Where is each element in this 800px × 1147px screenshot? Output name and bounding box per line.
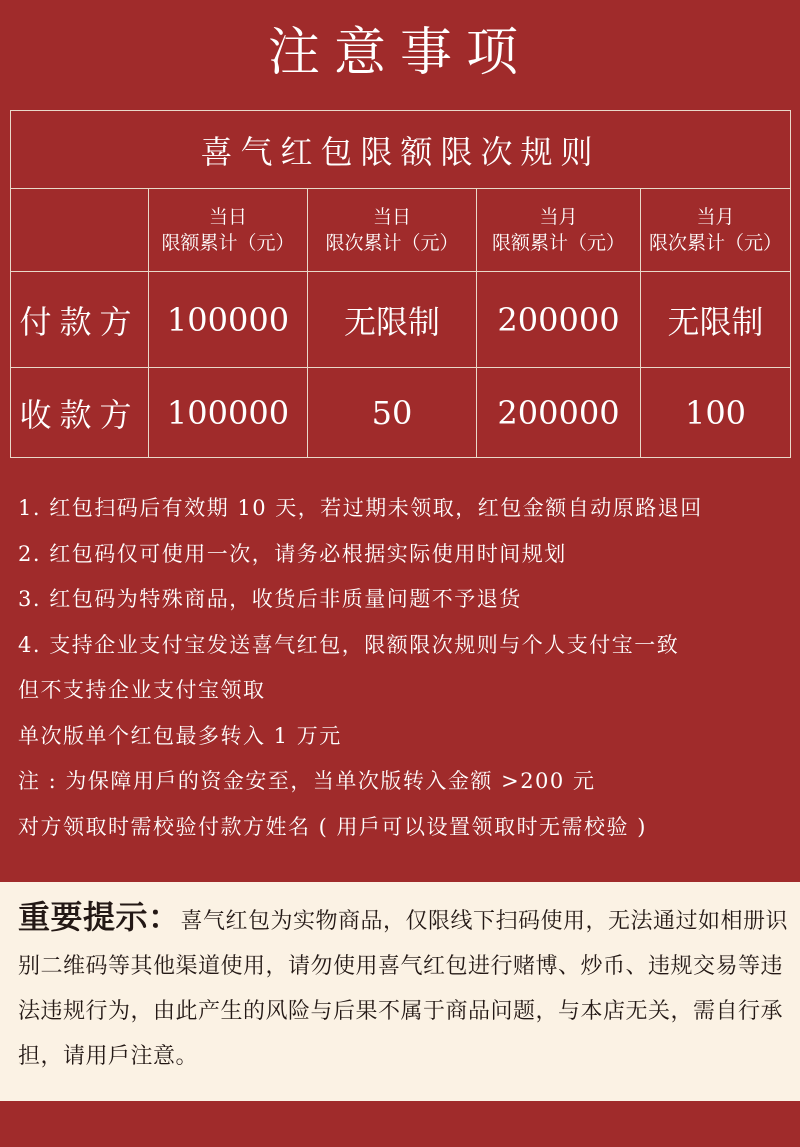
table-cell: 50 [308,368,477,458]
note-item: 对方领取时需校验付款方姓名 ( 用戶可以设置领取时无需校验 ) [18,814,647,839]
header-daily-amount: 当日 限额累计（元） [149,189,308,272]
note-item: 但不支持企业支付宝领取 [18,678,266,702]
rules-table [10,110,791,458]
table-cell: 无限制 [641,272,791,368]
header-corner-cell [11,189,149,272]
row-label: 付款方 [11,272,149,368]
note-item: 4. 支持企业支付宝发送喜气红包，限额限次规则与个人支付宝一致 [18,632,680,657]
table-cell: 200000 [477,272,641,368]
table-cell: 200000 [477,368,641,458]
header-daily-count: 当日 限次累计（元） [308,189,477,272]
notice-heading: 重要提示： [18,898,181,936]
table-cell: 无限制 [308,272,477,368]
table-cell: 100000 [149,272,308,368]
header-monthly-amount: 当月 限额累计（元） [477,189,641,272]
notes-list [18,486,794,850]
note-item: 注 : 为保障用戶的资金安至，当单次版转入金额 >200 元 [18,769,596,793]
row-label: 收款方 [11,368,149,458]
note-item: 2. 红包码仅可使用一次，请务必根据实际使用时间规划 [18,541,567,566]
table-cell: 100 [641,368,791,458]
page-title: 注意事项 [267,23,532,83]
table-cell: 100000 [149,368,308,458]
notice-body: 喜气红包为实物商品，仅限线下扫码使用，无法通过如相册识别二维码等其他渠道使用，请勿使用喜气红包进行赌博、炒币、违规交易等违法违规行为，由此产生的风险与后果不属于商品问题，与本店无关，需自行承担，请用戶注意。 [18,909,789,1069]
notice-text [18,895,796,1079]
header-monthly-count: 当月 限次累计（元） [641,189,791,272]
table-row-payee [11,368,791,458]
note-item: 3. 红包码为特殊商品，收货后非质量问题不予退货 [18,587,522,611]
table-row-payer [11,272,791,368]
note-item: 1. 红包扫码后有效期 10 天，若过期未领取，红包金额自动原路退回 [18,496,703,520]
table-header-row [11,189,791,272]
important-notice [0,882,800,1101]
table-title: 喜气红包限额限次规则 [11,111,791,189]
note-item: 单次版单个红包最多转入 1 万元 [18,723,342,748]
